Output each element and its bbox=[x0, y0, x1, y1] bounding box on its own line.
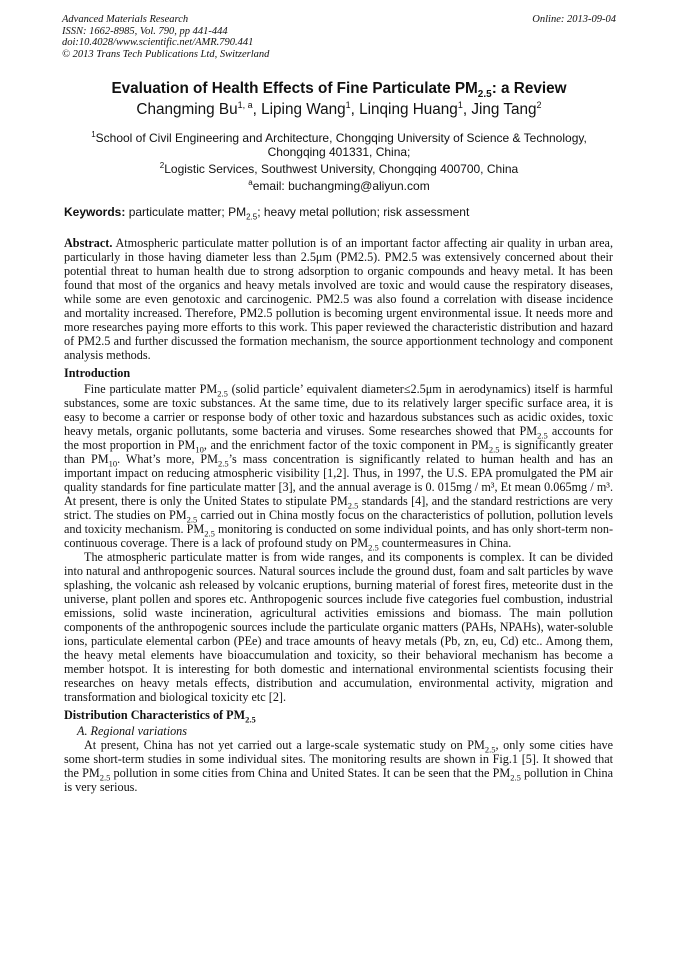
subscript: 2.5 bbox=[204, 528, 215, 539]
text-run: , only some cities have some short-term studies in some individual sites. The monitoring results are shown in Fig.1 [5]. It showed that the PM bbox=[64, 738, 613, 780]
subscript: 2.5 bbox=[488, 444, 500, 455]
author-separator: , bbox=[252, 101, 262, 119]
subscript: 10 bbox=[195, 444, 204, 455]
author-name: Liping Wang bbox=[261, 101, 346, 119]
subsection-heading-regional: A. Regional variations bbox=[77, 724, 188, 738]
text-run: ’s mass concentration is significantly related to human health and has an important impact on reducing atmospheric visibility [1,2]. Thus, in 1997, the U.S. EPA promulgated the PM air quality standards for fine particulate matter [3], and the annual average is 0. 015mg / m³, Et mean 0.065mg / m³. At present, there is only the United States to stipulate PM bbox=[64, 452, 613, 508]
abstract bbox=[64, 236, 613, 362]
subscript: 2.5 bbox=[484, 744, 496, 755]
issn-line: ISSN: 1662-8985, Vol. 790, pp 441-444 bbox=[62, 25, 228, 37]
intro-paragraph-1 bbox=[64, 382, 613, 553]
paper-title bbox=[40, 80, 638, 100]
subscript: 10 bbox=[108, 458, 118, 469]
author-affil-marker: 1, a bbox=[237, 100, 253, 110]
title-suffix: : a Review bbox=[491, 80, 567, 97]
title-main: Evaluation of Health Effects of Fine Particulate PM bbox=[111, 80, 478, 97]
author-affil-marker: 1 bbox=[345, 100, 351, 110]
keywords-text-1: particulate matter; PM bbox=[125, 205, 247, 219]
keywords-text-2: ; heavy metal pollution; risk assessment bbox=[257, 205, 470, 219]
keywords-label: Keywords: bbox=[64, 205, 126, 219]
text-run: At present, China has not yet carried out a large-scale systematic study on PM bbox=[84, 738, 485, 752]
text-run: pollution in China is very serious. bbox=[64, 766, 613, 794]
author-name: Jing Tang bbox=[471, 101, 537, 119]
author-separator: , bbox=[462, 101, 472, 119]
author-email: email: buchangming@aliyun.com bbox=[252, 179, 430, 193]
text-run: carried out in China mostly focus on the characteristics of pollution, pollution levels and toxicity mechanism. PM bbox=[64, 508, 613, 536]
text-run: . What’s more, PM bbox=[117, 452, 218, 466]
abstract-text: Atmospheric particulate matter pollution is of an important factor affecting air quality in urban area, particularly in those having diameter less than 2.5μm (PM2.5). PM2.5 was extensively concerned about their potential threat to human health due to strong adsorption to organic compounds and heavy metal. It has been found that most of the organics and heavy metals involved are toxic and would cause the respiratory diseases, while some are even genotoxic and carcinogenic. PM2.5 was also found a correlation with disease incidence and mortality increased. Therefore, PM2.5 pollution is becoming urgent environmental issue. It needs more and more researches paying more efforts to this work. This paper reviewed the characteristic distribution and hazard of PM2.5 and further discussed the formation mechanism, the source apportionment technology and component analysis methods. bbox=[64, 236, 613, 362]
affiliations bbox=[70, 128, 608, 193]
subscript: 2.5 bbox=[99, 772, 111, 783]
affil-1-marker: 1 bbox=[91, 130, 96, 139]
text-run: standards [4], and the standard restrictions are very strict. The studies on PM bbox=[64, 494, 613, 522]
subscript: 2.5 bbox=[537, 430, 548, 441]
email-marker: a bbox=[248, 178, 253, 187]
distribution-heading-subscript: 2.5 bbox=[245, 714, 256, 725]
title-subscript: 2.5 bbox=[477, 89, 492, 101]
distribution-heading-text: Distribution Characteristics of PM bbox=[64, 708, 246, 722]
author-affil-marker: 2 bbox=[536, 100, 542, 110]
author-separator: , bbox=[350, 101, 360, 119]
subscript: 2.5 bbox=[218, 458, 229, 469]
author-affil-marker: 1 bbox=[457, 100, 463, 110]
text-run: accounts for the most proportion in PM bbox=[64, 424, 613, 452]
text-run: pollution in some cities from China and United States. It can be seen that the PM bbox=[110, 766, 511, 780]
text-run: Fine particulate matter PM bbox=[84, 382, 218, 396]
author-name: Changming Bu bbox=[136, 101, 238, 119]
text-run: , and the enrichment factor of the toxic component in PM bbox=[203, 438, 489, 452]
subscript: 2.5 bbox=[217, 388, 228, 399]
text-run: is significantly greater than PM bbox=[64, 438, 613, 466]
subscript: 2.5 bbox=[347, 500, 359, 511]
text-run: monitoring is conducted on some individual points, and has only short-term non-continuous coverage. There is a lack of profound study on PM bbox=[64, 522, 613, 550]
journal-name: Advanced Materials Research bbox=[62, 14, 189, 25]
affil-2-marker: 2 bbox=[159, 161, 165, 170]
intro-paragraph-2: The atmospheric particulate matter is from wide ranges, and its components is complex. It can be divided into natural and anthropogenic sources. Natural sources include the ground dust, foam and salt particles by wave splashing, the volcanic ash released by volcanic eruptions, burning material of forest fires, meteorite dust in the universe, plant pollen and spores etc. Anthropogenic sources include five categories fuel combustion, industrial emissions, solid waste incineration, agricultural activities emissions and biomass. The main pollution components of the anthropogenic sources include the particulate organic matters (PAHs, NPAHs), water-soluble ions, particulate elemental carbon (PEe) and trace amounts of heavy metals (Pb, zn, eu, Cd) etc.. Among them, the heavy metal elements have bioaccumulation and toxicity, so their behavioral mechanism has become a member hotspot. It is interesting for both domestic and international environmental scientists focusing their researches on heavy metals effects, distribution and accumulation, environmental activity, migration and transformation and biological toxicity etc [2]. bbox=[64, 550, 613, 704]
copyright-line: © 2013 Trans Tech Publications Ltd, Switzerland bbox=[62, 48, 270, 60]
paper-body bbox=[64, 236, 613, 794]
subscript: 2.5 bbox=[368, 542, 379, 553]
keywords-subscript: 2.5 bbox=[246, 212, 258, 222]
affil-1-line1: School of Civil Engineering and Architecture, Chongqing University of Science & Technology, bbox=[95, 131, 587, 145]
section-heading-distribution bbox=[64, 708, 613, 725]
text-run: (solid particle’ equivalent diameter≤2.5μm in aerodynamics) itself is harmful substances, some are toxic substances. At the same time, due to its relatively larger specific surface area, it is easy to become a carrier or response body of other toxic and hazardous substances such as acidic oxides, toxic heavy metals, organic pollutants, some bacteria and viruses. Some researches showed that PM bbox=[64, 382, 613, 438]
affil-2: Logistic Services, Southwest University, Chongqing 400700, China bbox=[164, 162, 519, 176]
subscript: 2.5 bbox=[186, 514, 198, 525]
text-run: countermeasures in China. bbox=[378, 536, 512, 550]
doi-line: doi:10.4028/www.scientific.net/AMR.790.441 bbox=[62, 37, 254, 49]
affil-1-line2: Chongqing 401331, China; bbox=[267, 145, 411, 159]
section-heading-introduction: Introduction bbox=[64, 366, 131, 380]
subscript: 2.5 bbox=[510, 772, 521, 783]
author-list bbox=[40, 100, 638, 119]
distribution-paragraph-1 bbox=[64, 738, 613, 794]
online-date: Online: 2013-09-04 bbox=[532, 14, 616, 25]
keywords bbox=[64, 205, 624, 221]
author-name: Linqing Huang bbox=[359, 101, 458, 119]
journal-header bbox=[62, 14, 616, 60]
abstract-label: Abstract. bbox=[64, 236, 113, 250]
